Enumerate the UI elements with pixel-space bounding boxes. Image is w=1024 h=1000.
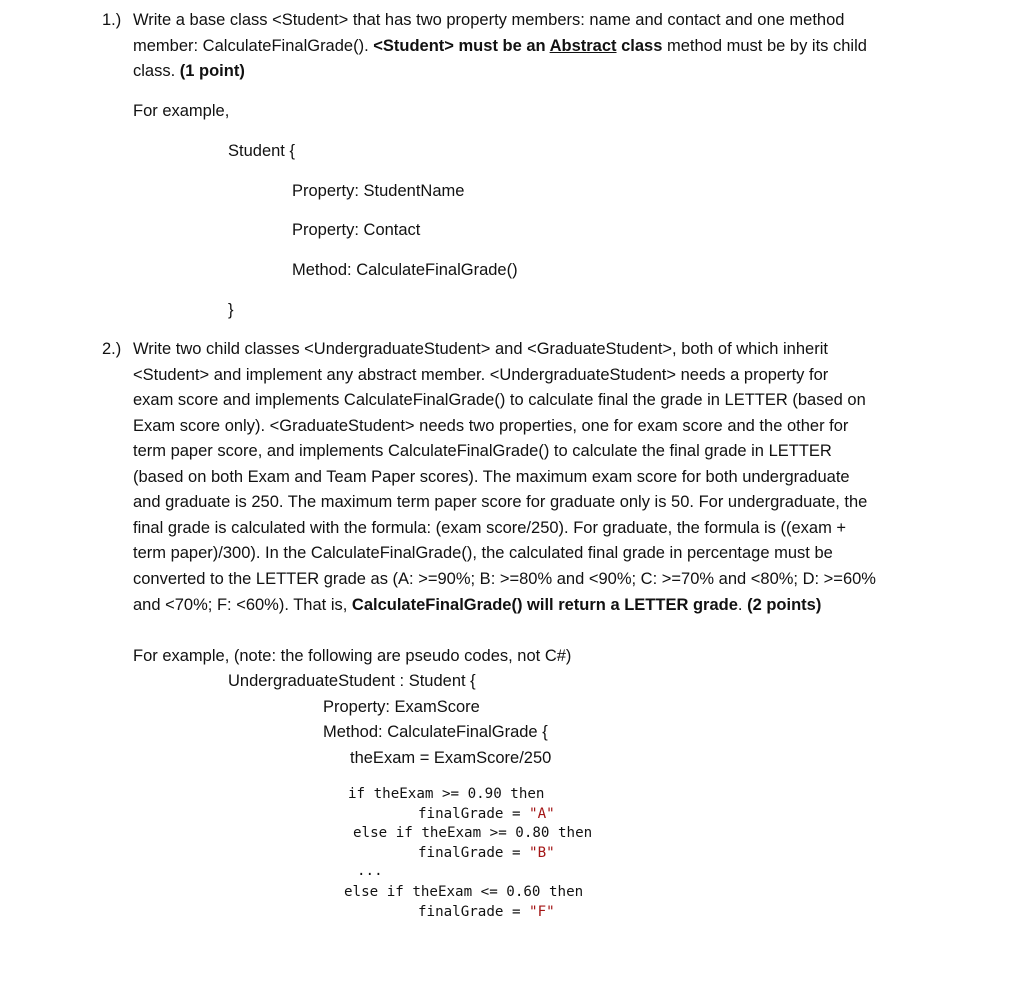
q1-property-contact: Property: Contact — [292, 221, 421, 239]
q2-class-declaration: UndergraduateStudent : Student { — [228, 672, 476, 690]
q1-line2-bold-b: class — [616, 37, 663, 55]
code-grade-a-prefix: finalGrade = — [418, 806, 530, 822]
q2-last-line-b: . — [737, 596, 748, 614]
q1-method: Method: CalculateFinalGrade() — [292, 261, 518, 279]
q1-abstract-word: Abstract — [549, 37, 617, 55]
q2-method: Method: CalculateFinalGrade { — [323, 723, 548, 741]
q1-line2-a: member: CalculateFinalGrade(). — [133, 37, 374, 55]
q2-points: (2 points) — [747, 596, 822, 614]
code-ellipsis: ... — [357, 863, 383, 879]
code-grade-b-value: "B" — [529, 845, 555, 861]
q2-text-line: and graduate is 250. The maximum term paper score for graduate only is 50. For undergraduate, the — [133, 493, 868, 511]
q2-property: Property: ExamScore — [323, 698, 480, 716]
q2-text-line: converted to the LETTER grade as (A: >=90%; B: >=80% and <90%; C: >=70% and <80%; D: >=60% — [133, 570, 876, 588]
q2-text-line: Write two child classes <UndergraduateStudent> and <GraduateStudent>, both of which inherit — [133, 340, 828, 358]
q2-example-label: For example, (note: the following are pseudo codes, not C#) — [133, 647, 572, 665]
q2-number: 2.) — [102, 340, 122, 358]
code-grade-b-line — [418, 844, 555, 864]
q2-last-line-a: and <70%; F: <60%). That is, — [133, 596, 352, 614]
code-grade-b-prefix: finalGrade = — [418, 845, 530, 861]
code-grade-a-line — [418, 805, 555, 825]
q1-line2-bold-a: <Student> must be an — [373, 37, 550, 55]
q1-line3-a: class. — [133, 62, 180, 80]
code-else-f-line: else if theExam <= 0.60 then — [344, 884, 584, 900]
code-grade-a-value: "A" — [529, 806, 555, 822]
q1-points: (1 point) — [179, 62, 245, 80]
q1-property-name: Property: StudentName — [292, 182, 465, 200]
q1-code-close: } — [228, 301, 234, 319]
q2-text-line: term paper score, and implements CalculateFinalGrade() to calculate the final grade in LETTER — [133, 442, 832, 460]
q1-number: 1.) — [102, 11, 122, 29]
q2-text-line: <Student> and implement any abstract member. <UndergraduateStudent> needs a property for — [133, 366, 829, 384]
code-grade-f-line — [418, 903, 555, 923]
code-elseif-line: else if theExam >= 0.80 then — [353, 825, 593, 841]
q1-example-label: For example, — [133, 102, 230, 120]
q2-text-line: term paper)/300). In the CalculateFinalGrade(), the calculated final grade in percentage must be — [133, 544, 833, 562]
q1-text-line-1: Write a base class <Student> that has two property members: name and contact and one method — [133, 11, 845, 29]
q1-text-line-3 — [133, 60, 245, 82]
q2-text-line: exam score and implements CalculateFinalGrade() to calculate final the grade in LETTER (based on — [133, 391, 866, 409]
code-grade-f-prefix: finalGrade = — [418, 904, 530, 920]
q1-text-line-2 — [133, 35, 867, 57]
q2-emphasis: CalculateFinalGrade() will return a LETTER grade — [351, 596, 738, 614]
q2-assignment: theExam = ExamScore/250 — [350, 749, 552, 767]
q2-text-line: Exam score only). <GraduateStudent> needs two properties, one for exam score and the other for — [133, 417, 849, 435]
code-if-line: if theExam >= 0.90 then — [348, 786, 545, 802]
code-grade-f-value: "F" — [529, 904, 555, 920]
q2-text-line: (based on both Exam and Team Paper scores). The maximum exam score for both undergraduate — [133, 468, 850, 486]
q2-text-line: final grade is calculated with the formula: (exam score/250). For graduate, the formula is ((exam + — [133, 519, 847, 537]
q2-text-line-last — [133, 594, 821, 616]
q1-code-open: Student { — [228, 142, 295, 160]
q1-line2-b: method must be by its child — [662, 37, 867, 55]
